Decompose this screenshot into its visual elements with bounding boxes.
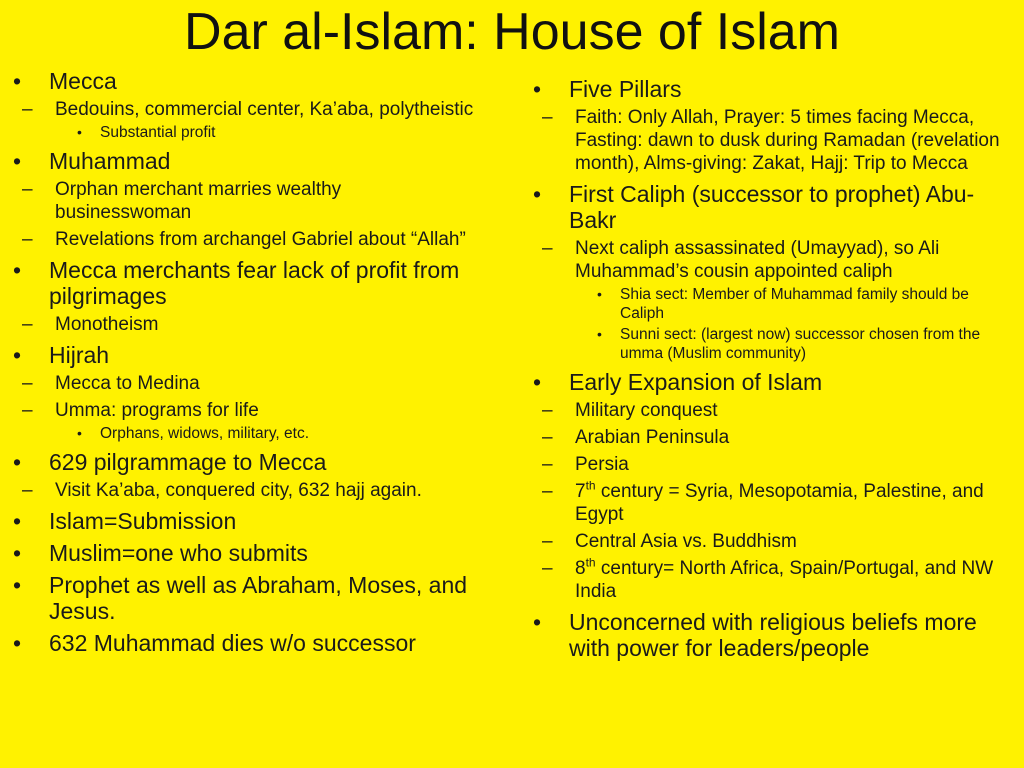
bullet-text: Early Expansion of Islam: [569, 369, 823, 395]
ordinal-suffix: th: [585, 555, 596, 570]
sub-sub-bullet-sunni: [575, 325, 1010, 363]
bullet-text: Revelations from archangel Gabriel about “Allah”: [55, 229, 466, 250]
sub-sub-bullet-shia: [575, 285, 1010, 323]
bullet-text: Orphans, widows, military, etc.: [100, 425, 310, 442]
dash-icon: –: [22, 373, 33, 394]
bullet-text: Sunni sect: (largest now) successor chosen from the umma (Muslim community): [620, 326, 981, 362]
ordinal-suffix: th: [585, 478, 596, 493]
sub-sub-bullet-item: [55, 123, 480, 142]
left-column: [10, 62, 480, 656]
bullet-item: [10, 540, 480, 566]
bullet-item: [10, 342, 480, 368]
bullet-item: [10, 148, 480, 174]
bullet-text: Muslim=one who submits: [49, 540, 308, 566]
sub-bullet-item: [10, 178, 480, 224]
sub-bullet-8th-century: [530, 557, 1010, 603]
slide-title: Dar al-Islam: House of Islam: [184, 3, 840, 61]
dash-icon: –: [542, 238, 553, 259]
bullet-item: [10, 449, 480, 475]
dash-icon: –: [542, 400, 553, 421]
dash-icon: –: [22, 314, 33, 335]
dash-icon: –: [22, 229, 33, 250]
bullet-text: Muhammad: [49, 148, 171, 174]
dash-icon: –: [22, 400, 33, 421]
bullet-text: Next caliph assassinated (Umayyad), so Ali Muhammad’s cousin appointed caliph: [575, 238, 940, 282]
sub-bullet-item: [10, 372, 480, 395]
bullet-text: Substantial profit: [100, 124, 216, 141]
century-text: century= North Africa, Spain/Portugal, and NW India: [575, 558, 994, 602]
bullet-icon: •: [13, 572, 22, 598]
right-bullet-list: [530, 76, 1010, 661]
sub-bullet-pillars-detail: [530, 106, 1010, 175]
small-bullet-icon: •: [77, 124, 82, 140]
bullet-text: Unconcerned with religious beliefs more with power for leaders/people: [569, 609, 977, 661]
bullet-item: [10, 630, 480, 656]
sub-bullet-central-asia: [530, 530, 1010, 553]
right-column: [530, 70, 1010, 661]
dash-icon: –: [22, 179, 33, 200]
bullet-first-caliph: [530, 181, 1010, 233]
bullet-text: Hijrah: [49, 342, 110, 368]
bullet-item: [10, 508, 480, 534]
bullet-icon: •: [13, 257, 22, 283]
bullet-text: Mecca to Medina: [55, 373, 200, 394]
bullet-text: Umma: programs for life: [55, 400, 259, 421]
sub-bullet-7th-century: [530, 480, 1010, 526]
bullet-icon: •: [13, 148, 22, 174]
small-bullet-icon: •: [597, 326, 602, 342]
dash-icon: –: [22, 99, 33, 120]
sub-bullet-item: [10, 98, 480, 121]
dash-icon: –: [542, 531, 553, 552]
dash-icon: –: [542, 107, 553, 128]
dash-icon: –: [542, 558, 553, 579]
sub-bullet-item: [10, 313, 480, 336]
bullet-text: Monotheism: [55, 314, 159, 335]
bullet-icon: •: [13, 630, 22, 656]
century-text: century = Syria, Mesopotamia, Palestine, and Egypt: [575, 481, 984, 525]
sub-bullet-military: [530, 399, 1010, 422]
bullet-item: [10, 257, 480, 309]
century-number: 8: [575, 558, 586, 579]
bullet-item: [10, 68, 480, 94]
bullet-text: [575, 555, 994, 602]
bullet-text: First Caliph (successor to prophet) Abu-Bakr: [569, 181, 975, 233]
dash-icon: –: [542, 481, 553, 502]
bullet-icon: •: [533, 76, 542, 102]
bullet-text: 629 pilgrammage to Mecca: [49, 449, 327, 475]
bullet-text: Persia: [575, 454, 629, 475]
bullet-text: Mecca merchants fear lack of profit from pilgrimages: [49, 257, 460, 309]
bullet-item: [10, 572, 480, 624]
bullet-icon: •: [533, 181, 542, 207]
bullet-five-pillars: [530, 76, 1010, 102]
small-bullet-icon: •: [597, 286, 602, 302]
bullet-text: Prophet as well as Abraham, Moses, and Jesus.: [49, 572, 468, 624]
sub-bullet-next-caliph: [530, 237, 1010, 283]
bullet-text: Islam=Submission: [49, 508, 237, 534]
bullet-text: [575, 478, 984, 525]
bullet-icon: •: [13, 449, 22, 475]
bullet-early-expansion: [530, 369, 1010, 395]
century-number: 7: [575, 481, 586, 502]
bullet-text: 632 Muhammad dies w/o successor: [49, 630, 416, 656]
bullet-icon: •: [533, 369, 542, 395]
sub-bullet-arabian: [530, 426, 1010, 449]
dash-icon: –: [542, 427, 553, 448]
bullet-text: Central Asia vs. Buddhism: [575, 531, 797, 552]
bullet-text: Mecca: [49, 68, 117, 94]
bullet-unconcerned: [530, 609, 1010, 661]
bullet-text: Bedouins, commercial center, Ka’aba, polytheistic: [55, 99, 474, 120]
sub-sub-bullet-item: [55, 424, 480, 443]
bullet-icon: •: [13, 68, 22, 94]
bullet-text: Orphan merchant marries wealthy businesswoman: [55, 179, 342, 223]
sub-bullet-persia: [530, 453, 1010, 476]
bullet-text: Five Pillars: [569, 76, 682, 102]
bullet-icon: •: [13, 508, 22, 534]
sub-bullet-item: [10, 479, 480, 502]
bullet-icon: •: [13, 540, 22, 566]
sub-bullet-item: [10, 399, 480, 422]
bullet-text: Visit Ka’aba, conquered city, 632 hajj again.: [55, 480, 422, 501]
bullet-text: Faith: Only Allah, Prayer: 5 times facing Mecca, Fasting: dawn to dusk during Ramadan (revelation month), Alms-giving: Zakat, Hajj: Trip to Mecca: [575, 107, 1000, 174]
bullet-icon: •: [13, 342, 22, 368]
sub-bullet-item: [10, 228, 480, 251]
bullet-text: Military conquest: [575, 400, 718, 421]
bullet-text: Shia sect: Member of Muhammad family should be Caliph: [620, 286, 969, 322]
dash-icon: –: [542, 454, 553, 475]
dash-icon: –: [22, 480, 33, 501]
left-bullet-list: [10, 68, 480, 656]
small-bullet-icon: •: [77, 425, 82, 441]
bullet-icon: •: [533, 609, 542, 635]
bullet-text: Arabian Peninsula: [575, 427, 730, 448]
